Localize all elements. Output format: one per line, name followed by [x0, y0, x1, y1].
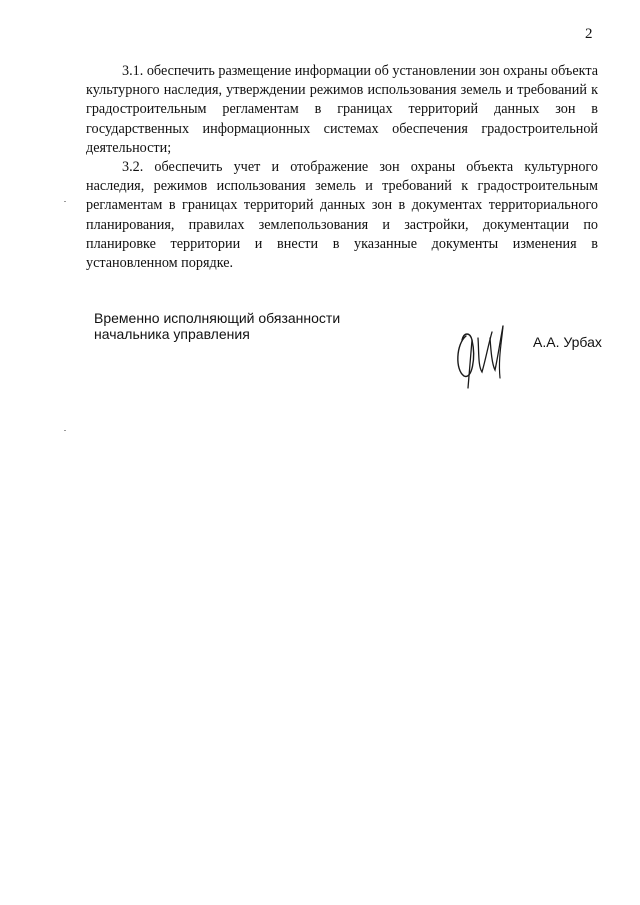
signatory-position — [94, 310, 340, 342]
document-body — [86, 62, 598, 273]
page-number: 2 — [585, 26, 593, 42]
paragraph-3-1: 3.1. обеспечить размещение информации об установлении зон охраны объекта культурного наследия, утверждении режимов использования земель и требований к градостроительным регламентам в границах территорий данных зон в государственных информационных системах обеспечения градостроительной деятельности; — [86, 63, 598, 156]
signatory-position-line-2: начальника управления — [94, 326, 250, 342]
handwritten-signature — [452, 318, 522, 390]
signatory-name: А.А. Урбах — [533, 334, 602, 350]
scan-speck — [64, 201, 66, 202]
scan-speck — [64, 430, 66, 431]
signatory-position-line-1: Временно исполняющий обязанности — [94, 310, 341, 326]
paragraph-3-2: 3.2. обеспечить учет и отображение зон охраны объекта культурного наследия, режимов использования земель и требований к градостроительным регламентам в границах территорий данных зон в документах территориального планирования, правилах землепользования и застройки, документации по планировке территории и внести в указанные документы изменения в установленном порядке. — [86, 159, 598, 272]
